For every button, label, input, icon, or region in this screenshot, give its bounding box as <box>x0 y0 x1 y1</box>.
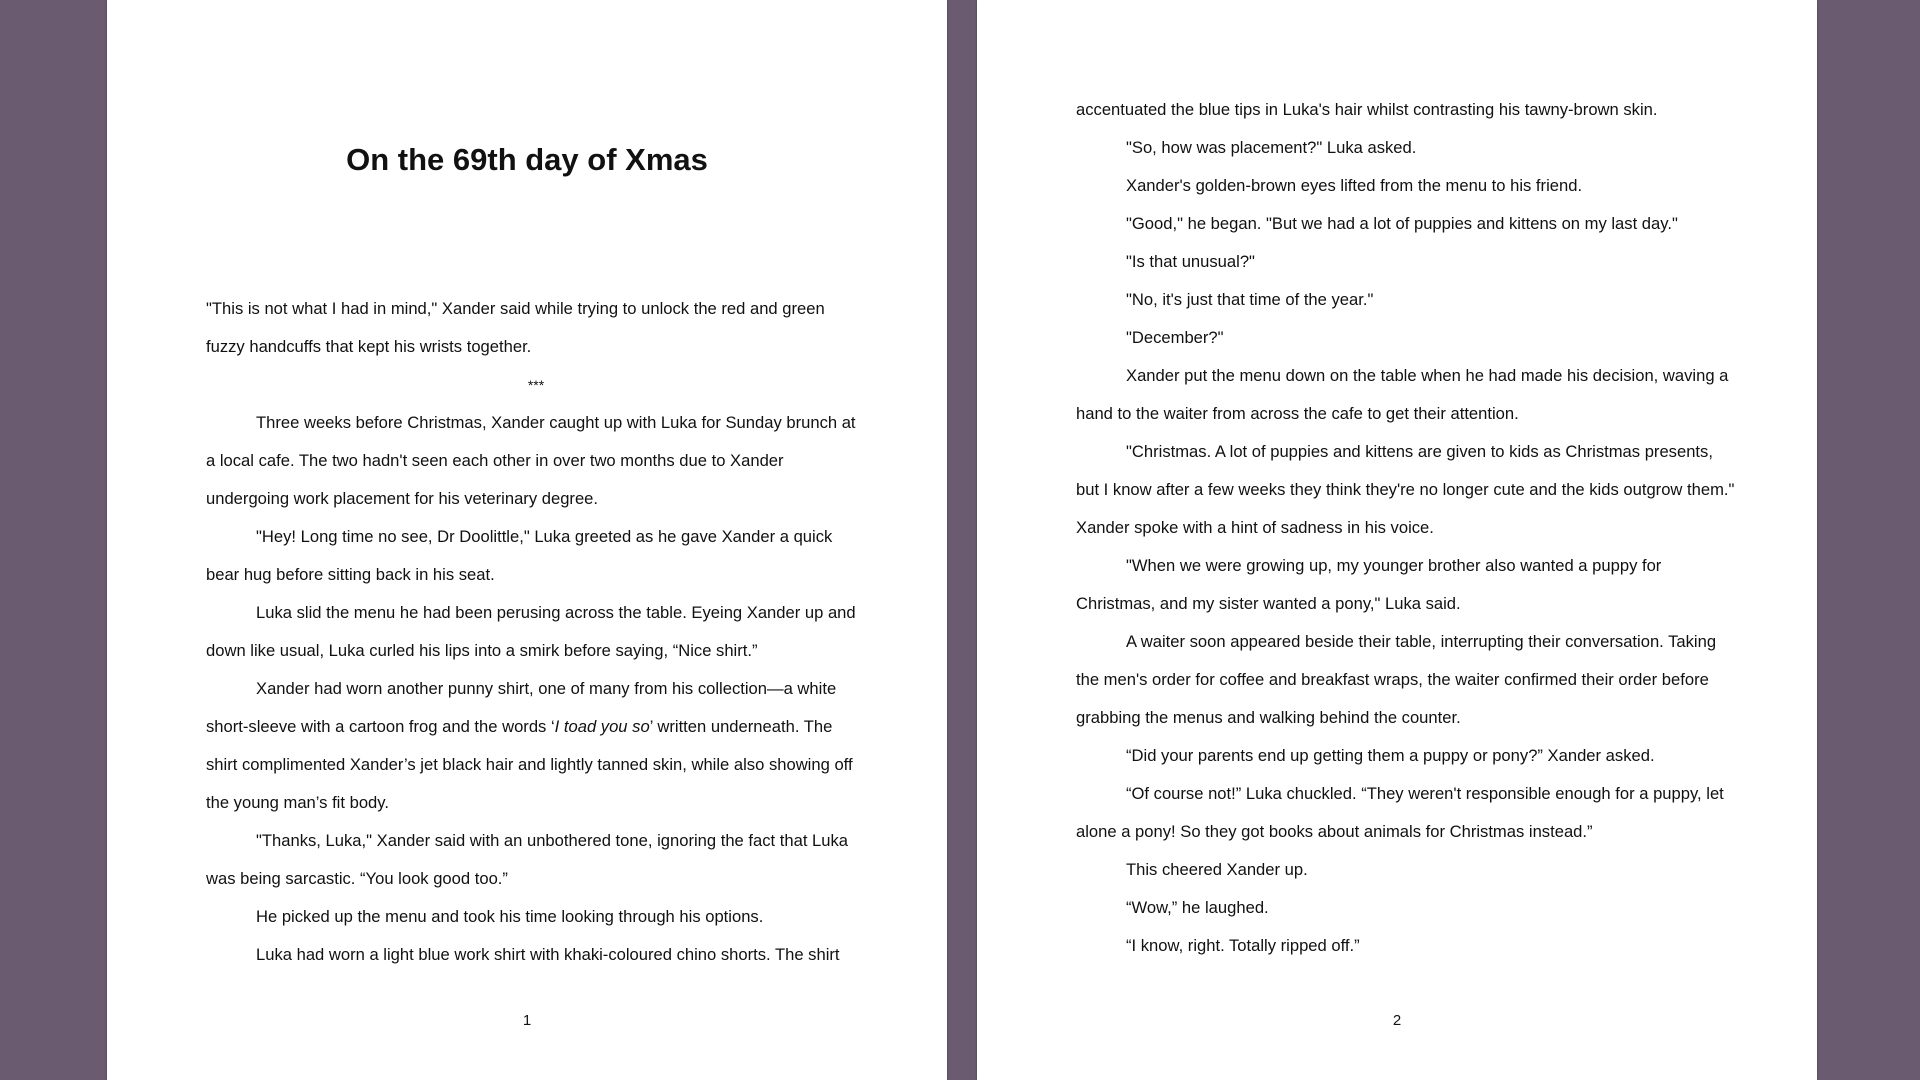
shirt-slogan-italic: I toad you so <box>554 717 650 736</box>
paragraph-text-after: ’ written underneath. The shirt complimented Xander’s jet black hair and lightly tanned skin, while also showing off the young man’s fit body. <box>206 717 853 812</box>
paragraph: "No, it's just that time of the year." <box>1126 290 1374 309</box>
page-1-body <box>206 290 866 974</box>
paragraph: Three weeks before Christmas, Xander caught up with Luka for Sunday brunch at a local cafe. The two hadn't seen each other in over two months due to Xander undergoing work placement for his veterinary degree. <box>206 413 856 508</box>
paragraph: "Is that unusual?" <box>1126 252 1255 271</box>
page-number: 2 <box>1392 1012 1402 1029</box>
paragraph: A waiter soon appeared beside their table, interrupting their conversation. Taking the men's order for coffee and breakfast wraps, the waiter confirmed their order before grabbing the menus and walking behind the counter. <box>1076 632 1717 727</box>
page-2 <box>977 0 1817 1080</box>
scene-break: *** <box>527 377 545 393</box>
paragraph: "Thanks, Luka," Xander said with an unbothered tone, ignoring the fact that Luka was being sarcastic. “You look good too.” <box>206 831 849 888</box>
paragraph-text-before: Xander had worn another punny shirt, one of many from his collection—a white short-sleeve with a cartoon frog and the words ‘ <box>206 679 837 736</box>
page-number: 1 <box>522 1012 532 1029</box>
paragraph: “I know, right. Totally ripped off.” <box>1126 936 1360 955</box>
page-2-body <box>1076 91 1736 965</box>
paragraph: "When we were growing up, my younger brother also wanted a puppy for Christmas, and my sister wanted a pony," Luka said. <box>1076 556 1662 613</box>
paragraph: “Of course not!” Luka chuckled. “They weren't responsible enough for a puppy, let alone a pony! So they got books about animals for Christmas instead.” <box>1076 784 1724 841</box>
paragraph: He picked up the menu and took his time looking through his options. <box>256 907 764 926</box>
paragraph: Xander put the menu down on the table when he had made his decision, waving a hand to the waiter from across the cafe to get their attention. <box>1076 366 1729 423</box>
paragraph: "Good," he began. "But we had a lot of puppies and kittens on my last day." <box>1126 214 1678 233</box>
paragraph: Luka had worn a light blue work shirt with khaki-coloured chino shorts. The shirt <box>256 945 840 964</box>
paragraph <box>206 670 866 822</box>
document-title: On the 69th day of Xmas <box>346 142 708 177</box>
paragraph: "Christmas. A lot of puppies and kittens are given to kids as Christmas presents, but I know after a few weeks they think they're no longer cute and the kids outgrow them." Xander spoke with a hint of sadness in his voice. <box>1076 442 1735 537</box>
paragraph: "Hey! Long time no see, Dr Doolittle," Luka greeted as he gave Xander a quick bear hug before sitting back in his seat. <box>206 527 833 584</box>
paragraph: “Did your parents end up getting them a puppy or pony?” Xander asked. <box>1126 746 1655 765</box>
paragraph: Luka slid the menu he had been perusing across the table. Eyeing Xander up and down like usual, Luka curled his lips into a smirk before saying, “Nice shirt.” <box>206 603 856 660</box>
paragraph: “Wow,” he laughed. <box>1126 898 1269 917</box>
page-1 <box>107 0 947 1080</box>
paragraph: This cheered Xander up. <box>1126 860 1308 879</box>
paragraph: Xander's golden-brown eyes lifted from the menu to his friend. <box>1126 176 1583 195</box>
paragraph: "This is not what I had in mind," Xander said while trying to unlock the red and green fuzzy handcuffs that kept his wrists together. <box>206 299 825 356</box>
paragraph: "So, how was placement?" Luka asked. <box>1126 138 1417 157</box>
paragraph: accentuated the blue tips in Luka's hair whilst contrasting his tawny-brown skin. <box>1076 100 1658 119</box>
paragraph: "December?" <box>1126 328 1224 347</box>
